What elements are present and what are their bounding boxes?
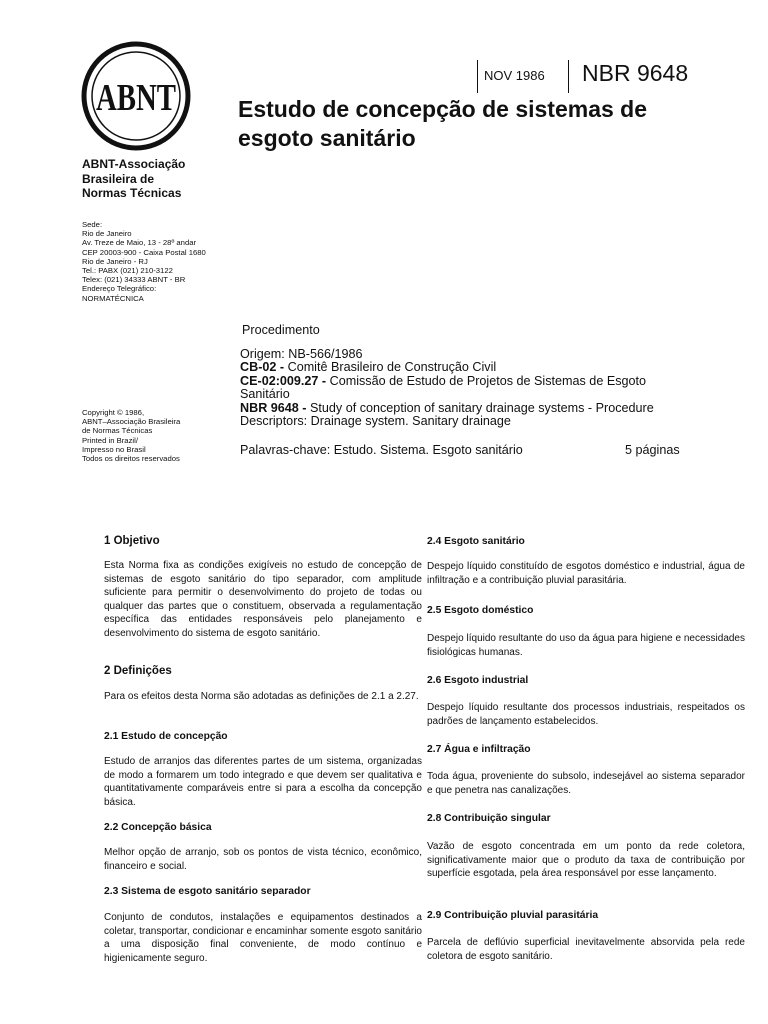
right-column xyxy=(427,535,745,975)
paragraph: Despejo líquido constituído de esgotos doméstico e industrial, água de infiltração e a contribuição pluvial parasitária. xyxy=(427,561,745,586)
org-line: ABNT-Associação xyxy=(82,157,186,171)
copyright-line: Todos os direitos reservados xyxy=(82,454,180,464)
org-line: Normas Técnicas xyxy=(82,186,182,200)
keywords: Palavras-chave: Estudo. Sistema. Esgoto sanitário xyxy=(240,443,523,457)
definition-2-9-text xyxy=(427,936,745,963)
definition-heading: 2.2 Concepção básica xyxy=(104,822,212,833)
cb-name: Comitê Brasileiro de Construção Civil xyxy=(284,360,497,374)
definition-heading: 2.6 Esgoto industrial xyxy=(427,675,529,686)
definition-2-3 xyxy=(104,885,422,899)
address-line: Sede: xyxy=(82,220,103,229)
address-line: Telex: (021) 34333 ABNT - BR xyxy=(82,275,186,285)
logo-text: ABNT xyxy=(96,77,176,119)
section-heading: 2 Definições xyxy=(104,665,172,677)
copyright-line: ABNT–Associação Brasileira xyxy=(82,417,181,427)
paragraph: Estudo de arranjos das diferentes partes de um sistema, organizadas de modo a formarem um todo integrado e que devem ser qualitativa e quantitativamente comparáveis entre si para a escolha da concepção básica. xyxy=(104,756,422,808)
definition-2-8 xyxy=(427,812,745,826)
document-type: Procedimento xyxy=(242,323,320,337)
definition-2-2-text xyxy=(104,846,422,873)
paragraph: Esta Norma fixa as condições exigíveis no estudo de concepção de sistemas de esgoto sanitário do tipo separador, com amplitude suficiente para permitir o desenvolvimento do projeto de todas ou qualquer das partes que o constituem, observada a regulamentação específica das entidades responsáveis pelo planejamento e desenvolvimento do sistema de esgoto sanitário. xyxy=(104,560,422,639)
definition-2-7 xyxy=(427,743,745,757)
header-divider xyxy=(477,60,478,93)
paragraph: Parcela de deflúvio superficial inevitavelmente absorvida pela rede coletora de esgoto sanitário. xyxy=(427,937,745,962)
ce-name: Comissão de Estudo de Projetos de Sistemas de Esgoto xyxy=(326,374,647,388)
address-line: Av. Treze de Maio, 13 - 28º andar xyxy=(82,238,197,248)
definition-2-2 xyxy=(104,821,422,835)
english-title-text: Study of conception of sanitary drainage systems - Procedure xyxy=(306,401,654,415)
paragraph: Melhor opção de arranjo, sob os pontos de vista técnico, econômico, financeiro e social. xyxy=(104,847,422,872)
definition-heading: 2.4 Esgoto sanitário xyxy=(427,536,525,547)
address-line: Rio de Janeiro - RJ xyxy=(82,256,148,266)
title-line-2: esgoto sanitário xyxy=(238,125,416,151)
section-objetivo-text xyxy=(104,559,422,640)
definition-2-4-text xyxy=(427,560,745,587)
definition-2-7-text xyxy=(427,770,745,797)
paragraph: Despejo líquido resultante do uso da água para higiene e necessidades fisiológicas humanas. xyxy=(427,633,745,658)
cb-code: CB-02 - xyxy=(240,360,285,374)
left-column xyxy=(104,535,422,975)
standard-number: NBR 9648 xyxy=(582,60,689,86)
org-line: Brasileira de xyxy=(82,171,155,186)
section-heading: 1 Objetivo xyxy=(104,535,160,547)
header-divider-2 xyxy=(568,60,569,93)
abnt-logo xyxy=(80,40,192,152)
paragraph: Toda água, proveniente do subsolo, indesejável ao sistema separador e que penetra nas canalizações. xyxy=(427,771,745,796)
section-definicoes-text xyxy=(104,690,422,704)
definition-heading: 2.7 Água e infiltração xyxy=(427,744,531,755)
definition-2-9 xyxy=(427,909,745,923)
publication-date: NOV 1986 xyxy=(484,68,545,83)
definition-2-3-text xyxy=(104,911,422,965)
definition-2-5 xyxy=(427,604,745,618)
paragraph: Para os efeitos desta Norma são adotadas as definições de 2.1 a 2.27. xyxy=(104,691,419,702)
descriptors: Descriptors: Drainage system. Sanitary drainage xyxy=(240,414,511,428)
definition-heading: 2.8 Contribuição singular xyxy=(427,813,551,824)
definition-heading: 2.9 Contribuição pluvial parasitária xyxy=(427,910,599,921)
definition-2-4 xyxy=(427,535,745,549)
ce-code: CE-02:009.27 - xyxy=(240,374,327,388)
definition-2-5-text xyxy=(427,632,745,659)
definition-heading: 2.5 Esgoto doméstico xyxy=(427,605,534,616)
section-definicoes xyxy=(104,665,422,679)
organization-name xyxy=(82,157,185,201)
copyright-line: Impresso no Brasil xyxy=(82,444,146,454)
definition-2-8-text xyxy=(427,840,745,881)
title-line-1: Estudo de concepção de sistemas de xyxy=(238,96,648,122)
paragraph: Despejo líquido resultante dos processos industriais, respeitados os padrões de lançamento estabelecidos. xyxy=(427,702,745,727)
definition-2-6 xyxy=(427,674,745,688)
definition-heading: 2.3 Sistema de esgoto sanitário separador xyxy=(104,886,311,897)
section-objetivo xyxy=(104,535,422,549)
paragraph: Conjunto de condutos, instalações e equipamentos destinados a coletar, transportar, condicionar e encaminhar somente esgoto sanitário a uma disposição final conveniente, de modo contínuo e higienicamente seguro. xyxy=(104,912,422,964)
origin: Origem: NB-566/1986 xyxy=(240,347,363,361)
committee-ce xyxy=(240,375,646,389)
definition-heading: 2.1 Estudo de concepção xyxy=(104,731,228,742)
address-line: CEP 20003-900 - Caixa Postal 1680 xyxy=(82,247,206,257)
copyright-block xyxy=(82,408,180,463)
definition-2-6-text xyxy=(427,701,745,728)
copyright-line: Copyright © 1986, xyxy=(82,408,145,417)
address-line: NORMATÉCNICA xyxy=(82,293,144,303)
address-block xyxy=(82,220,206,303)
english-code: NBR 9648 - xyxy=(240,401,307,415)
address-line: Rio de Janeiro xyxy=(82,229,132,239)
address-line: Endereço Telegráfico: xyxy=(82,284,157,294)
page-count: 5 páginas xyxy=(625,443,680,457)
paragraph: Vazão de esgoto concentrada em um ponto da rede coletora, significativamente maior que o produto da taxa de contribuição por superfície esgotada, pela área responsável por esse lançamento. xyxy=(427,841,745,879)
committee-cb xyxy=(240,361,496,375)
copyright-line: de Normas Técnicas xyxy=(82,426,153,436)
copyright-line: Printed in Brazil/ xyxy=(82,435,138,445)
definition-2-1-text xyxy=(104,755,422,809)
document-title xyxy=(238,95,738,153)
definition-2-1 xyxy=(104,730,422,744)
address-line: Tel.: PABX (021) 210-3122 xyxy=(82,266,173,276)
committee-ce-cont: Sanitário xyxy=(240,387,290,401)
